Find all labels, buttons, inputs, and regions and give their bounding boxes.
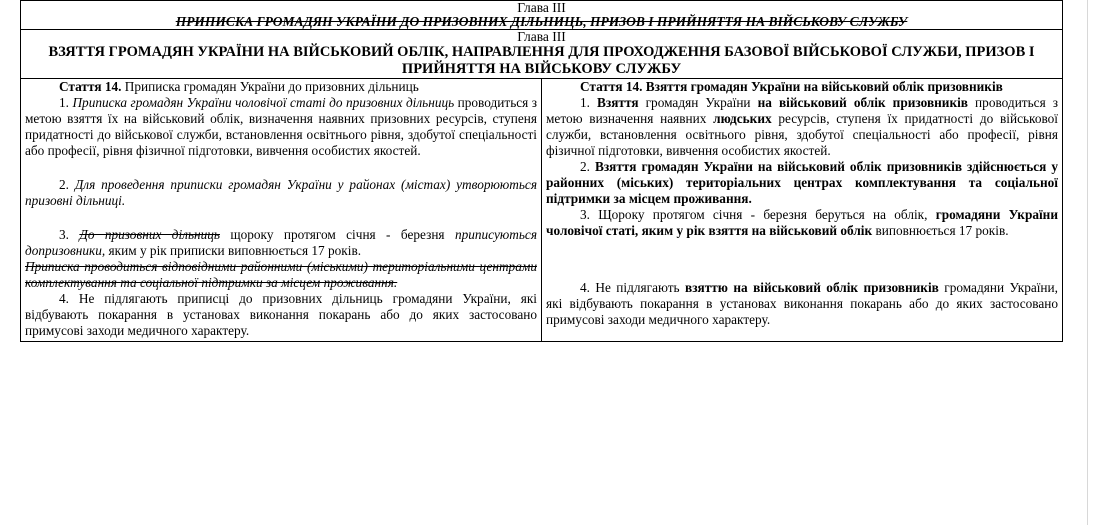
right-paragraph-1 — [546, 95, 1058, 159]
old-chapter-title: ПРИПИСКА ГРОМАДЯН УКРАЇНИ ДО ПРИЗОВНИХ ДІЛЬНИЦЬ, ПРИЗОВ І ПРИЙНЯТТЯ НА ВІЙСЬКОВУ СЛУЖБУ — [175, 14, 908, 29]
left-paragraph-3-struck — [25, 259, 537, 291]
right-p1-b2: на військовий облік призовників — [757, 95, 968, 110]
left-paragraph-2 — [25, 177, 537, 209]
content-row — [21, 79, 1063, 342]
right-p1-b1: Взяття — [597, 95, 639, 110]
left-p1-italic: Приписка громадян України чоловічої статі до призовних дільниць — [72, 95, 455, 110]
left-p2-italic: Для проведення приписки громадян України у районах (містах) утворюються призовні дільниці. — [25, 177, 538, 208]
right-p1-b3: людських — [713, 111, 772, 126]
left-p3-strike: До призовних дільниць — [79, 227, 220, 242]
right-p3-t2: виповнюється 17 років. — [872, 223, 1009, 238]
left-p1-num: 1. — [59, 95, 73, 110]
left-gap-2 — [25, 209, 537, 227]
left-paragraph-4: 4. Не підлягають приписці до призовних дільниць громадяни України, які відбувають покарання в установах виконання покарань або до яких застосовано примусові заходи медичного характеру. — [25, 291, 537, 338]
right-paragraph-2 — [546, 159, 1058, 207]
left-article-label: Стаття 14. — [59, 79, 122, 94]
left-p3-num: 3. — [59, 227, 80, 242]
old-header-cell — [21, 1, 1063, 30]
left-paragraph-3 — [25, 227, 537, 259]
right-column — [542, 79, 1063, 342]
left-column — [21, 79, 542, 342]
right-gap — [546, 239, 1058, 280]
page-edge-line — [1087, 0, 1088, 525]
right-p4-t2: громадяни України, які відбувають покарання в установах виконання покарань або до яких застосовано примусові заходи медичного характеру. — [546, 280, 1059, 327]
old-chapter-label: Глава ІІІ — [517, 0, 566, 15]
comparison-table — [20, 0, 1063, 342]
right-p3-bold: громадяни України чоловічої статі, яким у рік взяття на військовий облік — [546, 207, 1059, 238]
left-p1-rest: проводиться з метою взяття їх на військовий облік, визначення наявних призовних ресурсів, ступеня придатності до військової служби, встановлення освітнього рівня, здобутої спеціальності або професії, рівня фізичної підготовки, вивчення особистих якостей. — [25, 95, 537, 158]
left-p3-mid: щороку протягом січня - березня — [219, 227, 455, 242]
old-header-row — [21, 1, 1063, 30]
new-header-row — [21, 30, 1063, 79]
right-paragraph-3 — [546, 207, 1058, 239]
right-p1-t2: проводиться з метою визначення наявних — [546, 95, 1059, 126]
left-p3-italic: приписуються допризовники, — [25, 227, 538, 258]
right-p2-num: 2. — [580, 159, 595, 174]
right-p1-t1: громадян України — [638, 95, 758, 110]
right-article-title: Взяття громадян України на військовий облік призовників — [642, 79, 1003, 94]
left-article-heading — [25, 79, 537, 95]
left-p3-strike2: Приписка проводиться відповідними районними (міськими) територіальними центрами комплектування та соціальної підтримки за місцем проживання. — [25, 259, 537, 290]
new-header-cell — [21, 30, 1063, 79]
left-gap-1 — [25, 159, 537, 177]
left-article-title: Приписка громадян України до призовних дільниць — [121, 79, 419, 94]
right-p4-t1: 4. Не підлягають — [580, 280, 686, 295]
comparison-table-wrapper — [20, 0, 1062, 342]
new-chapter-label: Глава ІІІ — [517, 29, 566, 44]
left-paragraph-1 — [25, 95, 537, 159]
right-p2-bold: Взяття громадян України на військовий облік призовників здійснюється у районних (міських) територіальних центрах комплектування та соціальної підтримки за місцем проживання. — [546, 159, 1059, 206]
new-chapter-title: ВЗЯТТЯ ГРОМАДЯН УКРАЇНИ НА ВІЙСЬКОВИЙ ОБЛІК, НАПРАВЛЕННЯ ДЛЯ ПРОХОДЖЕННЯ БАЗОВОЇ ВІЙСЬКОВОЇ СЛУЖБИ, ПРИЗОВ І ПРИЙНЯТТЯ НА ВІЙСЬКОВУ СЛУЖБУ — [48, 44, 1035, 77]
right-article-heading — [546, 79, 1058, 95]
right-p4-bold: взяттю на військовий облік призовників — [685, 280, 939, 295]
left-p2-num: 2. — [59, 177, 75, 192]
left-p3-rest: яким у рік приписки виповнюється 17 років. — [105, 243, 362, 258]
right-p1-t3: ресурсів, ступеня їх придатності до військової служби, встановлення освітнього рівня, здобутої спеціальності або професії, рівня фізичної підготовки, вивчення особистих якостей. — [546, 111, 1059, 158]
right-paragraph-4 — [546, 280, 1058, 328]
right-p1-num: 1. — [580, 95, 598, 110]
right-p3-t1: 3. Щороку протягом січня - березня беруться на облік, — [580, 207, 936, 222]
right-article-label: Стаття 14. — [580, 79, 643, 94]
